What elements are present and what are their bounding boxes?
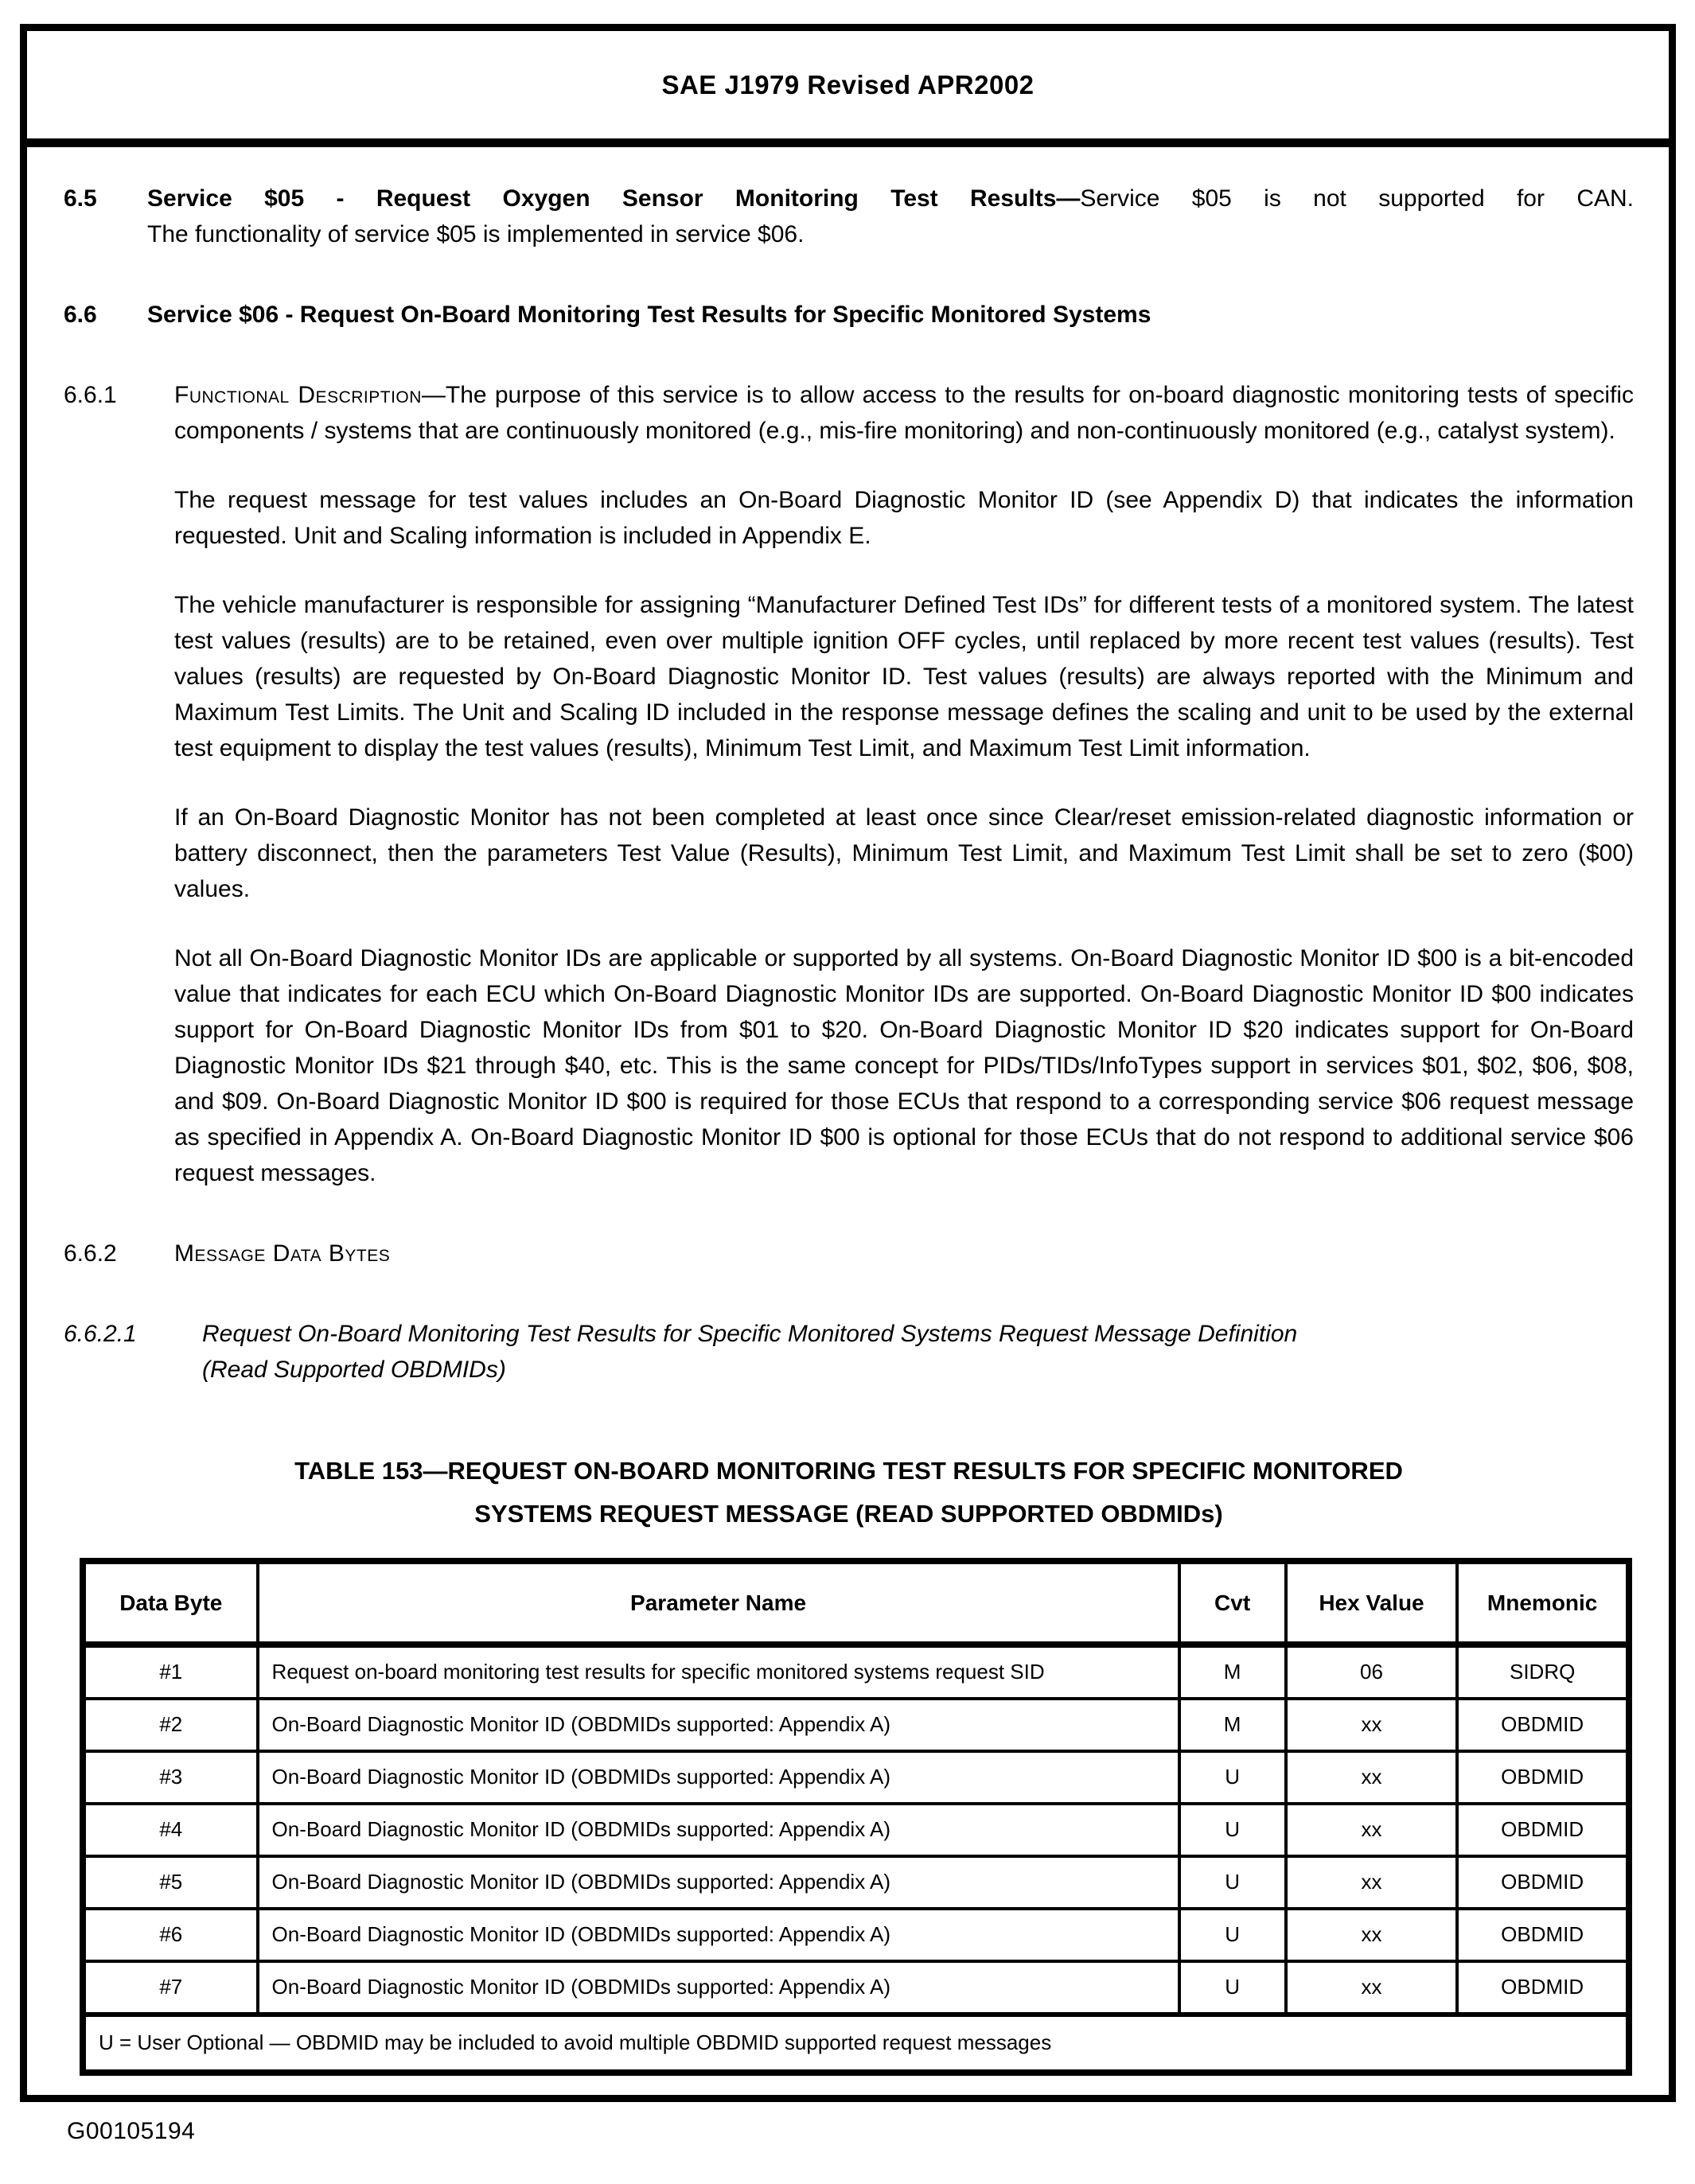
table-cell: #5 [83, 1856, 258, 1909]
table-cell: On-Board Diagnostic Monitor ID (OBDMIDs supported: Appendix A) [258, 1856, 1179, 1909]
table-cell: OBDMID [1457, 1856, 1629, 1909]
section-number: 6.6.2.1 [64, 1321, 137, 1347]
table-cell: xx [1286, 1751, 1458, 1804]
section-6-6 [64, 297, 1634, 333]
paragraph: Not all On-Board Diagnostic Monitor IDs are applicable or supported by all systems. On-Board Diagnostic Monitor ID $00 is a bit-encoded value that indicates for each ECU which On-Board Diagnostic Monitor IDs are supported. On-Board Diagnostic Monitor ID $00 indicates support for On-Board Diagnostic Monitor IDs from $01 to $20. On-Board Diagnostic Monitor ID $20 indicates support for On-Board Diagnostic Monitor IDs $21 through $40, etc. This is the same concept for PIDs/TIDs/InfoTypes support in services $01, $02, $06, $08, and $09. On-Board Diagnostic Monitor ID $00 is required for those ECUs that respond to a corresponding service $06 request message as specified in Appendix A. On-Board Diagnostic Monitor ID $00 is optional for those ECUs that do not respond to additional service $06 request messages. [174, 945, 1634, 1186]
table-cell: OBDMID [1457, 1751, 1629, 1804]
column-header-hex-value: Hex Value [1286, 1561, 1458, 1645]
section-6-6-2-1 [64, 1316, 1634, 1388]
table-row [83, 1856, 1629, 1909]
table-cell: OBDMID [1457, 1909, 1629, 1961]
section-number: 6.5 [64, 185, 97, 212]
table-cell: #2 [83, 1699, 258, 1751]
table-cell: SIDRQ [1457, 1645, 1629, 1699]
table-block [64, 1415, 1634, 2076]
section-heading-line2: (Read Supported OBDMIDs) [202, 1357, 506, 1383]
request-message-table [80, 1558, 1632, 2076]
section-heading [202, 1316, 1634, 1388]
table-cell: #4 [83, 1804, 258, 1856]
table-cell: OBDMID [1457, 1699, 1629, 1751]
table-row [83, 1804, 1629, 1856]
paragraph: If an On-Board Diagnostic Monitor has not been completed at least once since Clear/reset emission-related diagnostic information or battery disconnect, then the parameters Test Value (Results), Minimum Test Limit, and Maximum Test Limit shall be set to zero ($00) values. [174, 804, 1634, 902]
table-header-row [83, 1561, 1629, 1645]
table-cell: 06 [1286, 1645, 1458, 1699]
section-6-6-1 [64, 377, 1634, 449]
table-cell: On-Board Diagnostic Monitor ID (OBDMIDs supported: Appendix A) [258, 1699, 1179, 1751]
table-row [83, 1645, 1629, 1699]
table-cell: M [1179, 1645, 1286, 1699]
table-cell: #3 [83, 1751, 258, 1804]
table-cell: OBDMID [1457, 1804, 1629, 1856]
table-cell: On-Board Diagnostic Monitor ID (OBDMIDs supported: Appendix A) [258, 1961, 1179, 2015]
table-cell: xx [1286, 1856, 1458, 1909]
paragraph: The request message for test values includes an On-Board Diagnostic Monitor ID (see Appendix D) that indicates the information requested. Unit and Scaling information is included in Appendix E. [174, 487, 1634, 549]
section-heading-line1: Request On-Board Monitoring Test Results for Specific Monitored Systems Request Message Definition [202, 1321, 1298, 1347]
column-header-parameter-name: Parameter Name [258, 1561, 1179, 1645]
section-heading-bold: Service $05 - Request Oxygen Sensor Monitoring Test Results— [147, 185, 1081, 212]
table-cell: U [1179, 1909, 1286, 1961]
table-cell: U [1179, 1751, 1286, 1804]
page-content [27, 147, 1669, 2095]
table-footnote: U = User Optional — OBDMID may be included to avoid multiple OBDMID supported request messages [83, 2015, 1629, 2073]
section-heading: Service $06 - Request On-Board Monitoring Test Results for Specific Monitored Systems [147, 302, 1151, 328]
section-heading [174, 1236, 1634, 1271]
table-cell: #1 [83, 1645, 258, 1699]
table-cell: #7 [83, 1961, 258, 2015]
section-lead-rest: —The purpose of this service is to allow access to the results for on-board diagnostic monitoring tests of specific components / systems that are continuously monitored (e.g., mis-fire monitoring) and non-continuously monitored (e.g., catalyst system). [174, 382, 1634, 444]
column-header-data-byte: Data Byte [83, 1561, 258, 1645]
section-heading-rest: Service $05 is not supported for CAN. [1080, 185, 1634, 212]
column-header-mnemonic: Mnemonic [1457, 1561, 1629, 1645]
table-cell: xx [1286, 1909, 1458, 1961]
table-cell: U [1179, 1961, 1286, 2015]
section-6-6-2 [64, 1236, 1634, 1271]
section-lead-smallcaps: Functional Description [174, 382, 422, 408]
table-title [64, 1450, 1634, 1536]
section-number: 6.6 [64, 302, 97, 328]
paragraph: The vehicle manufacturer is responsible for assigning “Manufacturer Defined Test IDs” for different tests of a monitored system. The latest test values (results) are to be retained, even over multiple ignition OFF cycles, until replaced by more recent test values (results). Test values (results) are requested by On-Board Diagnostic Monitor ID. Test values (results) are always reported with the Minimum and Maximum Test Limits. The Unit and Scaling ID included in the response message defines the scaling and unit to be used by the external test equipment to display the test values (results), Minimum Test Limit, and Maximum Test Limit information. [174, 592, 1634, 761]
page-header [27, 31, 1669, 147]
table-cell: #6 [83, 1909, 258, 1961]
table-cell: On-Board Diagnostic Monitor ID (OBDMIDs supported: Appendix A) [258, 1804, 1179, 1856]
table-title-line1: TABLE 153—REQUEST ON-BOARD MONITORING TEST RESULTS FOR SPECIFIC MONITORED [294, 1457, 1403, 1485]
table-row [83, 1961, 1629, 2015]
table-cell: On-Board Diagnostic Monitor ID (OBDMIDs supported: Appendix A) [258, 1751, 1179, 1804]
table-row [83, 1909, 1629, 1961]
table-cell: M [1179, 1699, 1286, 1751]
table-cell: xx [1286, 1699, 1458, 1751]
column-header-cvt: Cvt [1179, 1561, 1286, 1645]
section-lead-smallcaps: Message Data Bytes [174, 1240, 391, 1267]
table-body [83, 1645, 1629, 2015]
section-number: 6.6.1 [64, 382, 117, 408]
section-body [174, 377, 1634, 449]
table-cell: U [1179, 1856, 1286, 1909]
table-cell: OBDMID [1457, 1961, 1629, 2015]
table-footnote-row [83, 2015, 1629, 2073]
table-cell: Request on-board monitoring test results for specific monitored systems request SID [258, 1645, 1179, 1699]
section-number: 6.6.2 [64, 1240, 117, 1267]
table-cell: On-Board Diagnostic Monitor ID (OBDMIDs supported: Appendix A) [258, 1909, 1179, 1961]
table-row [83, 1699, 1629, 1751]
table-cell: xx [1286, 1961, 1458, 2015]
table-title-line2: SYSTEMS REQUEST MESSAGE (READ SUPPORTED OBDMIDs) [474, 1500, 1223, 1528]
table-cell: U [1179, 1804, 1286, 1856]
section-6-5-line2: The functionality of service $05 is implemented in service $06. [147, 221, 805, 247]
table-row [83, 1751, 1629, 1804]
table-cell: xx [1286, 1804, 1458, 1856]
figure-id: G00105194 [67, 2118, 196, 2144]
page-border-box [20, 24, 1676, 2102]
section-heading [147, 181, 1634, 216]
section-6-5 [64, 181, 1634, 216]
page-title: SAE J1979 Revised APR2002 [661, 69, 1035, 99]
